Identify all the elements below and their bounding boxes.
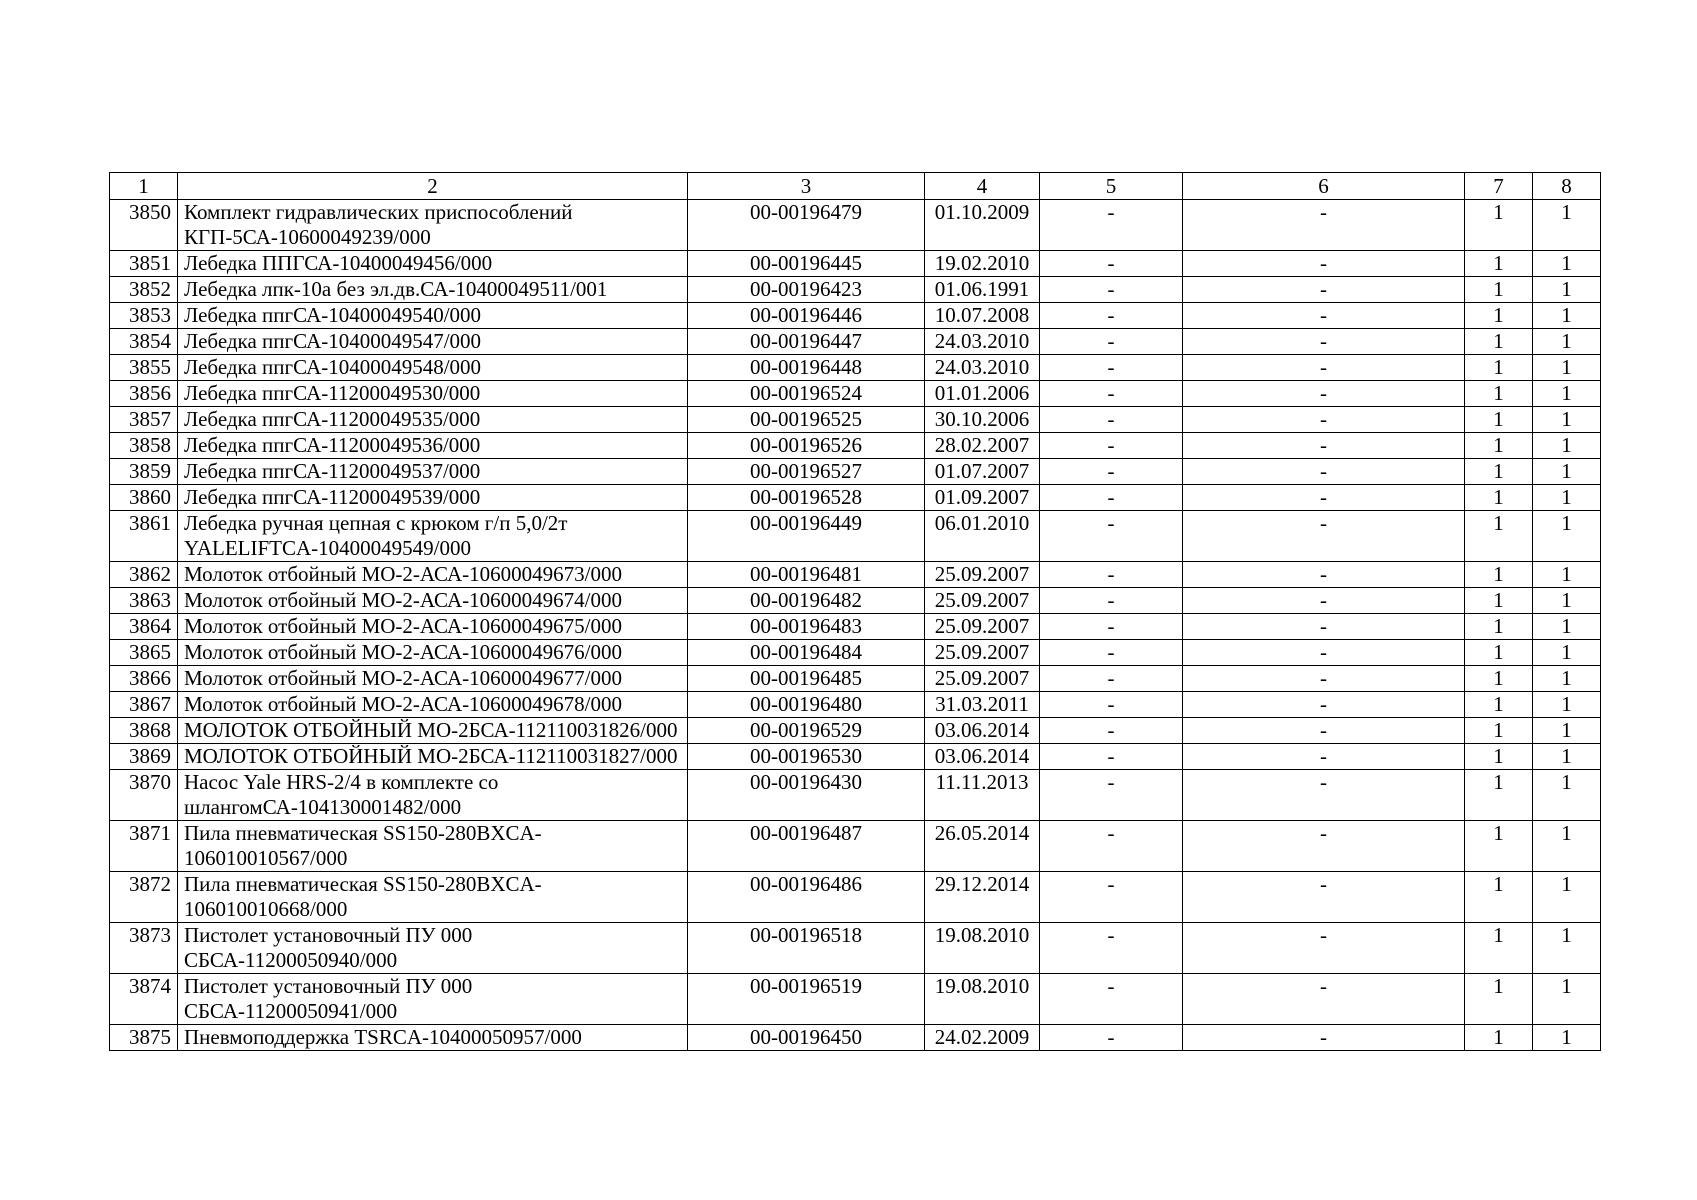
cell-col7: 1 [1465,640,1533,666]
cell-col8: 1 [1533,459,1601,485]
cell-inventory-number: 00-00196430 [688,770,925,821]
cell-col5: - [1040,744,1183,770]
cell-col7: 1 [1465,200,1533,251]
table-row [110,433,1601,459]
cell-date: 31.03.2011 [925,692,1040,718]
cell-item-name: Пила пневматическая SS150-280BXCA-106010010567/000 [178,821,688,872]
cell-row-number: 3868 [110,718,178,744]
cell-date: 25.09.2007 [925,666,1040,692]
cell-col8: 1 [1533,692,1601,718]
table-row [110,770,1601,821]
cell-col5: - [1040,277,1183,303]
cell-col5: - [1040,433,1183,459]
cell-col6: - [1183,821,1465,872]
cell-date: 03.06.2014 [925,718,1040,744]
cell-col7: 1 [1465,459,1533,485]
cell-col6: - [1183,974,1465,1025]
cell-row-number: 3850 [110,200,178,251]
cell-col6: - [1183,329,1465,355]
cell-item-name: Молоток отбойный МО-2-АСА-10600049674/000 [178,588,688,614]
cell-col5: - [1040,562,1183,588]
cell-col6: - [1183,640,1465,666]
cell-col6: - [1183,744,1465,770]
cell-col8: 1 [1533,381,1601,407]
cell-item-name: Лебедка ппгСА-11200049530/000 [178,381,688,407]
cell-item-name: Пистолет установочный ПУ 000 СБСА-11200050941/000 [178,974,688,1025]
cell-item-name: Лебедка ппгСА-11200049535/000 [178,407,688,433]
cell-row-number: 3858 [110,433,178,459]
cell-col5: - [1040,872,1183,923]
cell-col7: 1 [1465,251,1533,277]
cell-col7: 1 [1465,407,1533,433]
cell-col5: - [1040,381,1183,407]
cell-inventory-number: 00-00196524 [688,381,925,407]
header-cell: 5 [1040,173,1183,200]
cell-date: 25.09.2007 [925,614,1040,640]
cell-col6: - [1183,692,1465,718]
table-row [110,485,1601,511]
cell-row-number: 3861 [110,511,178,562]
cell-col8: 1 [1533,1025,1601,1051]
cell-col5: - [1040,974,1183,1025]
cell-date: 26.05.2014 [925,821,1040,872]
cell-item-name: Лебедка ппгСА-10400049540/000 [178,303,688,329]
cell-inventory-number: 00-00196528 [688,485,925,511]
table-row [110,303,1601,329]
header-cell: 3 [688,173,925,200]
cell-col8: 1 [1533,718,1601,744]
cell-item-name: Молоток отбойный МО-2-АСА-10600049677/000 [178,666,688,692]
cell-inventory-number: 00-00196519 [688,974,925,1025]
cell-item-name: Молоток отбойный МО-2-АСА-10600049675/000 [178,614,688,640]
cell-item-name: Молоток отбойный МО-2-АСА-10600049673/000 [178,562,688,588]
cell-item-name: Лебедка ппгСА-11200049536/000 [178,433,688,459]
cell-inventory-number: 00-00196484 [688,640,925,666]
table-row [110,744,1601,770]
cell-row-number: 3866 [110,666,178,692]
cell-col5: - [1040,588,1183,614]
cell-row-number: 3875 [110,1025,178,1051]
cell-col7: 1 [1465,562,1533,588]
cell-inventory-number: 00-00196423 [688,277,925,303]
cell-col8: 1 [1533,303,1601,329]
cell-col8: 1 [1533,329,1601,355]
cell-row-number: 3860 [110,485,178,511]
cell-inventory-number: 00-00196449 [688,511,925,562]
header-cell: 8 [1533,173,1601,200]
cell-col7: 1 [1465,381,1533,407]
cell-col5: - [1040,770,1183,821]
cell-inventory-number: 00-00196448 [688,355,925,381]
cell-row-number: 3865 [110,640,178,666]
cell-col5: - [1040,640,1183,666]
table-row [110,277,1601,303]
table-row [110,923,1601,974]
cell-item-name: Лебедка ппгСА-11200049537/000 [178,459,688,485]
cell-item-name: Пневмоподдержка TSRCA-10400050957/000 [178,1025,688,1051]
header-cell: 7 [1465,173,1533,200]
cell-item-name: Лебедка лпк-10а без эл.дв.СА-10400049511/001 [178,277,688,303]
cell-col7: 1 [1465,303,1533,329]
cell-date: 28.02.2007 [925,433,1040,459]
cell-item-name: Лебедка ручная цепная с крюком г/п 5,0/2т YALELIFTCA-10400049549/000 [178,511,688,562]
cell-inventory-number: 00-00196482 [688,588,925,614]
cell-col7: 1 [1465,744,1533,770]
cell-col8: 1 [1533,277,1601,303]
cell-col6: - [1183,923,1465,974]
table-row [110,666,1601,692]
cell-date: 11.11.2013 [925,770,1040,821]
cell-col5: - [1040,251,1183,277]
cell-col5: - [1040,355,1183,381]
cell-col5: - [1040,692,1183,718]
table-row [110,588,1601,614]
table-header-row [110,173,1601,200]
table-row [110,200,1601,251]
cell-row-number: 3856 [110,381,178,407]
cell-item-name: Молоток отбойный МО-2-АСА-10600049678/000 [178,692,688,718]
cell-row-number: 3857 [110,407,178,433]
cell-item-name: Молоток отбойный МО-2-АСА-10600049676/000 [178,640,688,666]
table-row [110,329,1601,355]
inventory-table [109,172,1601,1051]
cell-row-number: 3869 [110,744,178,770]
cell-col8: 1 [1533,923,1601,974]
cell-row-number: 3851 [110,251,178,277]
cell-col6: - [1183,303,1465,329]
cell-inventory-number: 00-00196526 [688,433,925,459]
cell-col5: - [1040,459,1183,485]
header-cell: 2 [178,173,688,200]
cell-col8: 1 [1533,433,1601,459]
cell-item-name: МОЛОТОК ОТБОЙНЫЙ МО-2БСА-112110031826/000 [178,718,688,744]
cell-item-name: Комплект гидравлических приспособлений КГП-5СА-10600049239/000 [178,200,688,251]
table-row [110,251,1601,277]
cell-col8: 1 [1533,355,1601,381]
cell-date: 29.12.2014 [925,872,1040,923]
cell-date: 10.07.2008 [925,303,1040,329]
cell-col6: - [1183,485,1465,511]
cell-item-name: Пистолет установочный ПУ 000 СБСА-11200050940/000 [178,923,688,974]
cell-inventory-number: 00-00196445 [688,251,925,277]
cell-col8: 1 [1533,974,1601,1025]
cell-col8: 1 [1533,511,1601,562]
cell-col8: 1 [1533,407,1601,433]
cell-item-name: Лебедка ППГСА-10400049456/000 [178,251,688,277]
cell-col6: - [1183,355,1465,381]
cell-col7: 1 [1465,666,1533,692]
cell-col5: - [1040,407,1183,433]
table-row [110,614,1601,640]
cell-item-name: Лебедка ппгСА-11200049539/000 [178,485,688,511]
cell-col6: - [1183,433,1465,459]
cell-inventory-number: 00-00196480 [688,692,925,718]
cell-row-number: 3859 [110,459,178,485]
cell-date: 25.09.2007 [925,640,1040,666]
header-cell: 6 [1183,173,1465,200]
cell-col8: 1 [1533,200,1601,251]
cell-col8: 1 [1533,872,1601,923]
cell-col7: 1 [1465,433,1533,459]
cell-row-number: 3862 [110,562,178,588]
cell-col8: 1 [1533,770,1601,821]
cell-col7: 1 [1465,718,1533,744]
table-row [110,640,1601,666]
cell-col6: - [1183,614,1465,640]
cell-col8: 1 [1533,640,1601,666]
cell-row-number: 3853 [110,303,178,329]
cell-col5: - [1040,614,1183,640]
cell-date: 19.08.2010 [925,974,1040,1025]
cell-col5: - [1040,200,1183,251]
cell-col7: 1 [1465,692,1533,718]
cell-col8: 1 [1533,251,1601,277]
cell-col6: - [1183,407,1465,433]
cell-col6: - [1183,381,1465,407]
cell-col7: 1 [1465,614,1533,640]
cell-col7: 1 [1465,1025,1533,1051]
cell-row-number: 3855 [110,355,178,381]
cell-col6: - [1183,459,1465,485]
cell-col5: - [1040,923,1183,974]
cell-col5: - [1040,303,1183,329]
header-cell: 1 [110,173,178,200]
cell-col5: - [1040,329,1183,355]
cell-inventory-number: 00-00196530 [688,744,925,770]
cell-row-number: 3854 [110,329,178,355]
cell-col5: - [1040,718,1183,744]
cell-inventory-number: 00-00196487 [688,821,925,872]
cell-inventory-number: 00-00196518 [688,923,925,974]
cell-row-number: 3852 [110,277,178,303]
cell-inventory-number: 00-00196483 [688,614,925,640]
cell-row-number: 3864 [110,614,178,640]
cell-item-name: Насос Yale HRS-2/4 в комплекте со шлангомСА-104130001482/000 [178,770,688,821]
cell-row-number: 3874 [110,974,178,1025]
cell-date: 24.03.2010 [925,329,1040,355]
table-row [110,718,1601,744]
cell-col7: 1 [1465,485,1533,511]
cell-col8: 1 [1533,744,1601,770]
cell-date: 03.06.2014 [925,744,1040,770]
table-row [110,821,1601,872]
table-row [110,407,1601,433]
cell-col6: - [1183,872,1465,923]
cell-row-number: 3870 [110,770,178,821]
table-row [110,974,1601,1025]
cell-date: 19.02.2010 [925,251,1040,277]
cell-col7: 1 [1465,974,1533,1025]
cell-date: 01.10.2009 [925,200,1040,251]
cell-inventory-number: 00-00196479 [688,200,925,251]
cell-inventory-number: 00-00196529 [688,718,925,744]
cell-inventory-number: 00-00196481 [688,562,925,588]
cell-col6: - [1183,277,1465,303]
cell-inventory-number: 00-00196525 [688,407,925,433]
table-row [110,692,1601,718]
table-row [110,355,1601,381]
cell-col8: 1 [1533,485,1601,511]
cell-row-number: 3872 [110,872,178,923]
cell-col7: 1 [1465,923,1533,974]
cell-item-name: Пила пневматическая SS150-280BXCA-106010010668/000 [178,872,688,923]
cell-col6: - [1183,666,1465,692]
cell-row-number: 3873 [110,923,178,974]
cell-inventory-number: 00-00196447 [688,329,925,355]
cell-date: 01.09.2007 [925,485,1040,511]
table-row [110,511,1601,562]
table-row [110,872,1601,923]
cell-row-number: 3871 [110,821,178,872]
cell-date: 30.10.2006 [925,407,1040,433]
cell-inventory-number: 00-00196450 [688,1025,925,1051]
cell-col6: - [1183,511,1465,562]
cell-date: 24.02.2009 [925,1025,1040,1051]
cell-col7: 1 [1465,770,1533,821]
cell-inventory-number: 00-00196527 [688,459,925,485]
cell-date: 01.01.2006 [925,381,1040,407]
cell-col8: 1 [1533,562,1601,588]
cell-col5: - [1040,485,1183,511]
cell-date: 24.03.2010 [925,355,1040,381]
cell-inventory-number: 00-00196486 [688,872,925,923]
cell-col5: - [1040,666,1183,692]
table-row [110,562,1601,588]
cell-col8: 1 [1533,614,1601,640]
header-cell: 4 [925,173,1040,200]
table-row [110,459,1601,485]
cell-col6: - [1183,200,1465,251]
cell-col6: - [1183,588,1465,614]
cell-date: 25.09.2007 [925,588,1040,614]
cell-inventory-number: 00-00196446 [688,303,925,329]
cell-col6: - [1183,770,1465,821]
cell-item-name: Лебедка ппгСА-10400049548/000 [178,355,688,381]
cell-col5: - [1040,821,1183,872]
cell-col7: 1 [1465,329,1533,355]
cell-date: 01.06.1991 [925,277,1040,303]
cell-col6: - [1183,562,1465,588]
cell-date: 25.09.2007 [925,562,1040,588]
cell-col5: - [1040,511,1183,562]
cell-item-name: МОЛОТОК ОТБОЙНЫЙ МО-2БСА-112110031827/000 [178,744,688,770]
cell-col7: 1 [1465,355,1533,381]
cell-date: 01.07.2007 [925,459,1040,485]
cell-col6: - [1183,251,1465,277]
table-row [110,381,1601,407]
cell-col6: - [1183,718,1465,744]
cell-col6: - [1183,1025,1465,1051]
cell-row-number: 3867 [110,692,178,718]
cell-col8: 1 [1533,666,1601,692]
cell-date: 19.08.2010 [925,923,1040,974]
table-body [110,173,1601,1051]
cell-col7: 1 [1465,821,1533,872]
cell-col8: 1 [1533,588,1601,614]
cell-col5: - [1040,1025,1183,1051]
cell-date: 06.01.2010 [925,511,1040,562]
cell-inventory-number: 00-00196485 [688,666,925,692]
cell-col7: 1 [1465,277,1533,303]
cell-col7: 1 [1465,872,1533,923]
cell-item-name: Лебедка ппгСА-10400049547/000 [178,329,688,355]
cell-row-number: 3863 [110,588,178,614]
cell-col7: 1 [1465,588,1533,614]
table-row [110,1025,1601,1051]
cell-col8: 1 [1533,821,1601,872]
cell-col7: 1 [1465,511,1533,562]
